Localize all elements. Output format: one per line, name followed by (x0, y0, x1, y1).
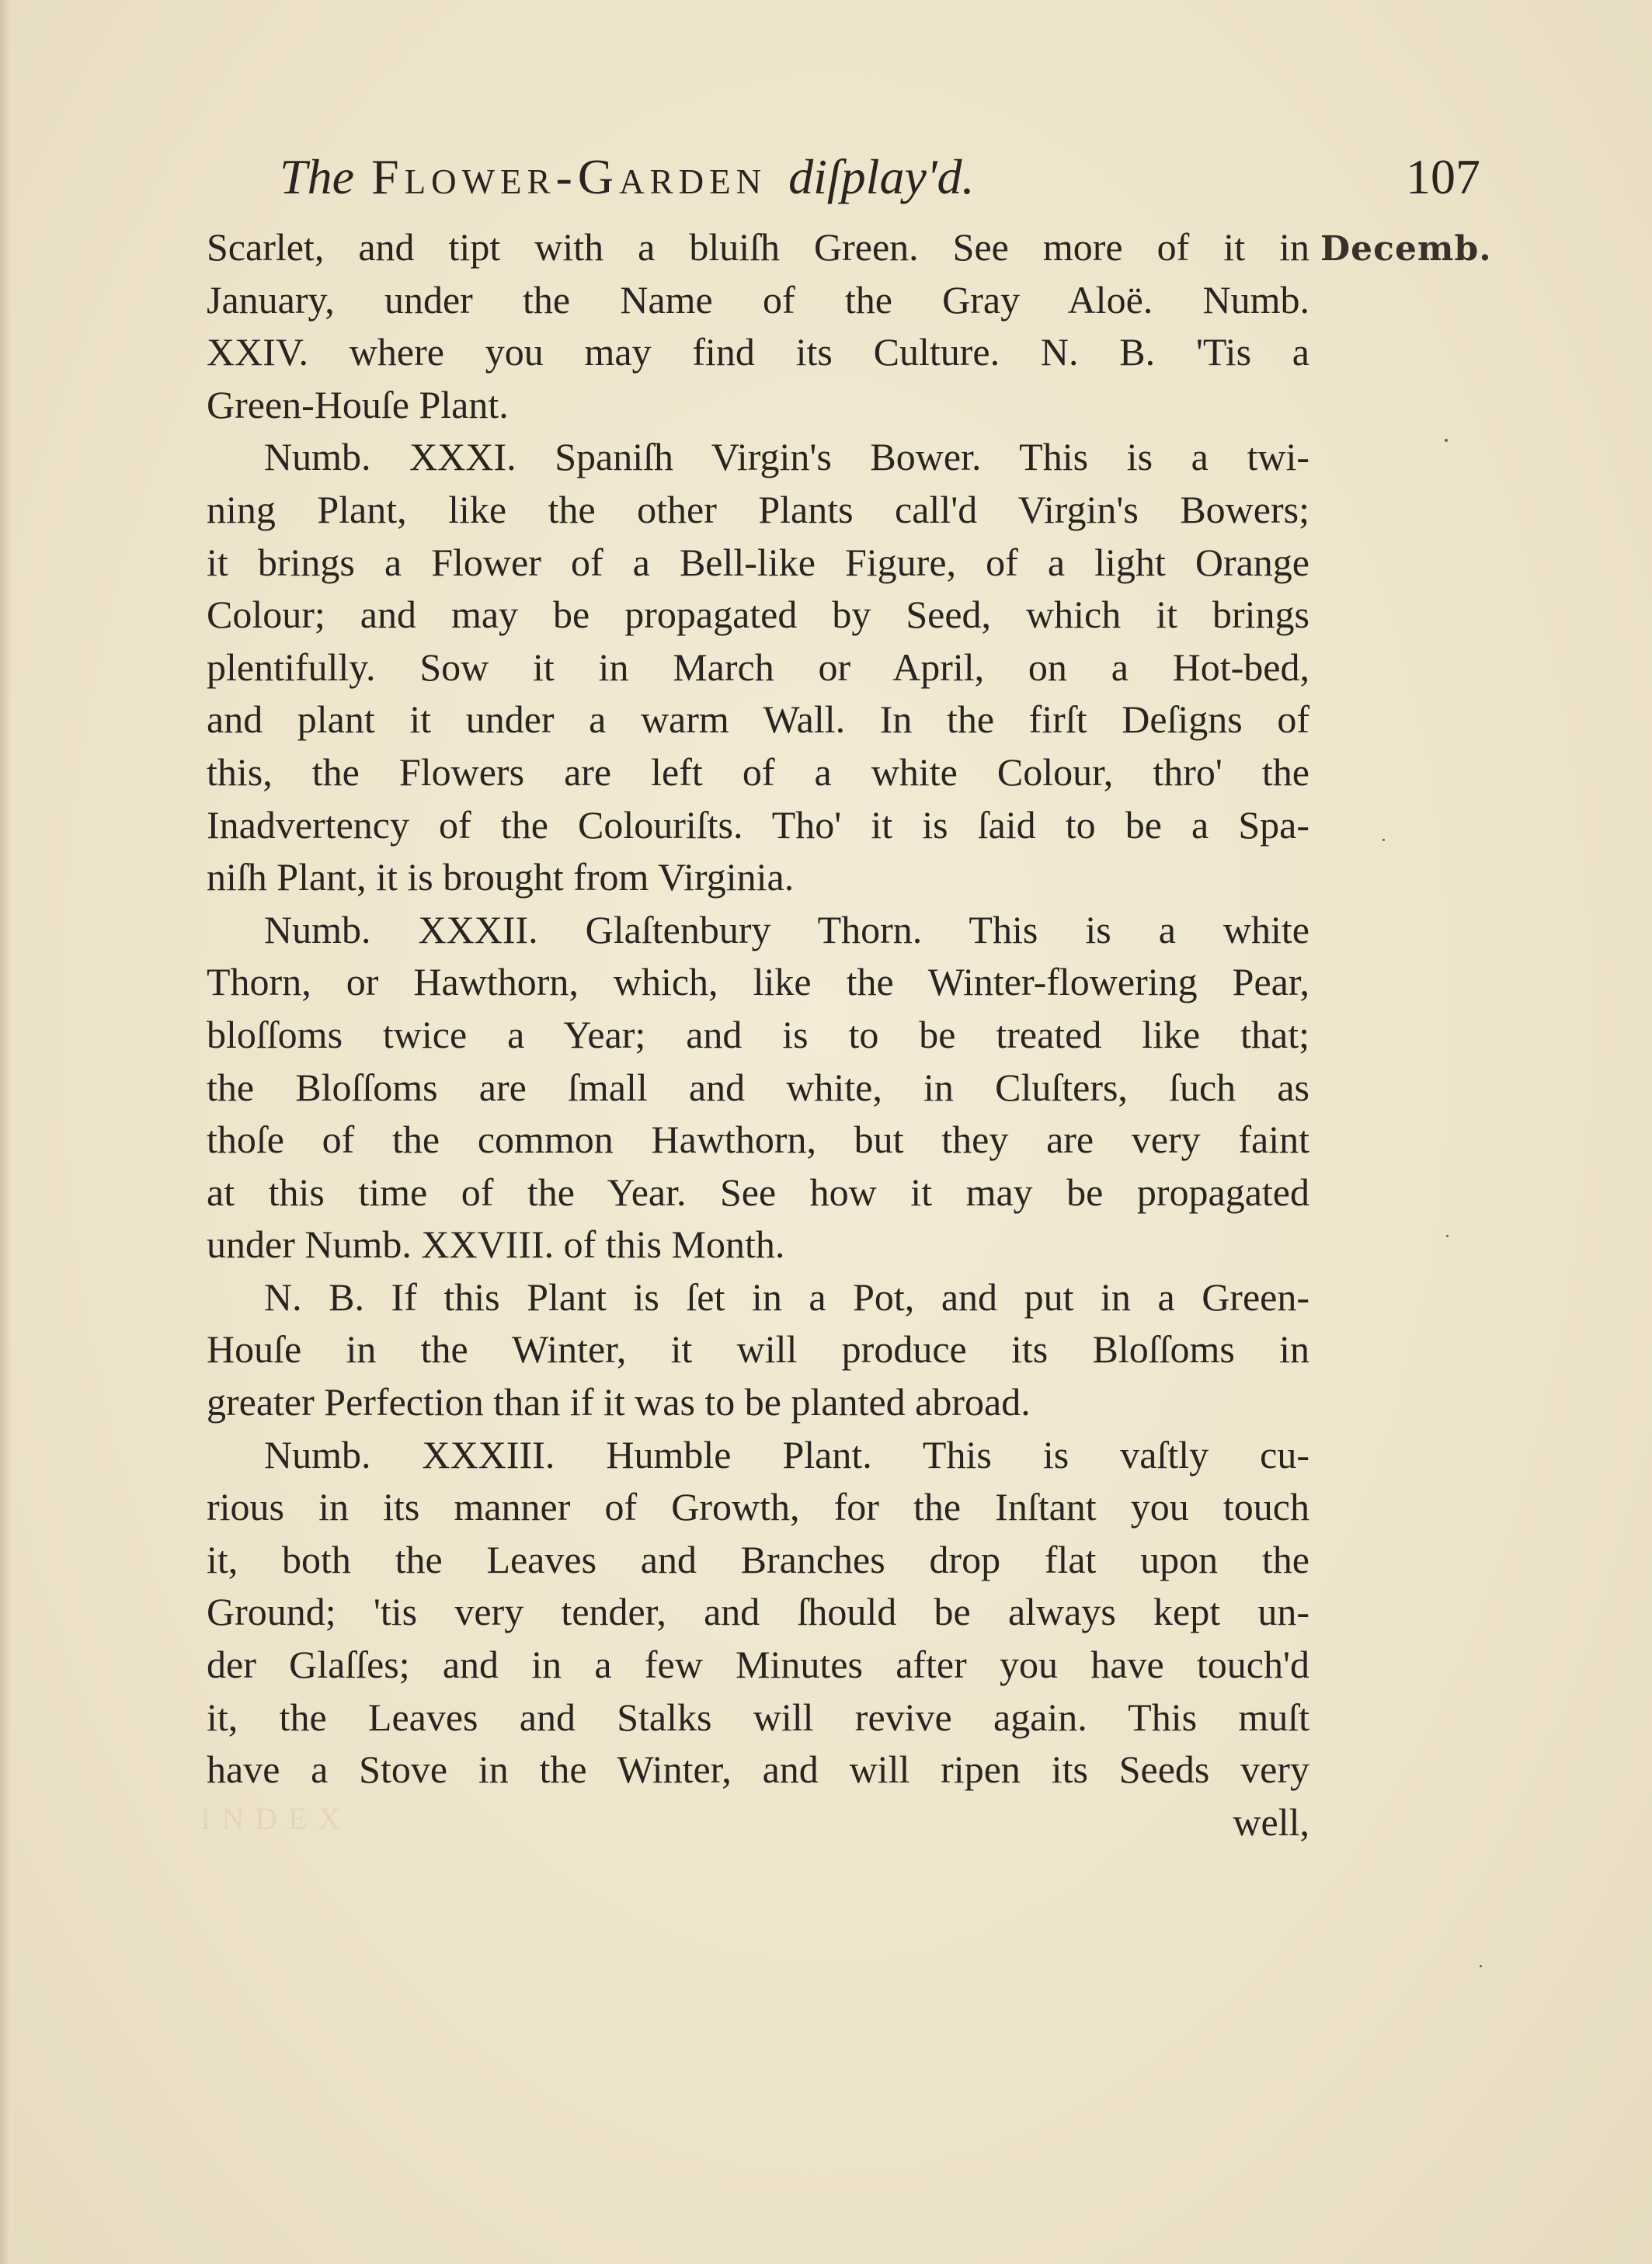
bleed-through-text: INDEX (200, 1801, 352, 1836)
paper-speck (1480, 1965, 1482, 1967)
text-line: Inadvertency of the Colouriſts. Tho' it is ſaid to be a Spa- (207, 802, 1309, 847)
text-line: Scarlet, and tipt with a bluiſh Green. See more of it in (207, 225, 1309, 269)
page-gutter-shadow (0, 0, 11, 2264)
running-head (280, 138, 1476, 216)
body-text (207, 221, 1309, 1848)
text-line: Green-Houſe Plant. (207, 382, 509, 426)
paper-speck (1382, 839, 1385, 841)
text-line: der Glaſſes; and in a few Minutes after you have touch'd (207, 1643, 1309, 1687)
text-line: N. B. If this Plant is ſet in a Pot, and put in a Green- (264, 1275, 1309, 1319)
running-head-flower-garden: Flower-Garden (371, 149, 767, 204)
text-line: Numb. XXXII. Glaſtenbury Thorn. This is a white (264, 907, 1309, 951)
text-line: niſh Plant, it is brought from Virginia. (207, 855, 795, 899)
margin-month-note: Decemb. (1320, 229, 1492, 269)
text-line: it brings a Flower of a Bell-like Figure, of a light Orange (207, 540, 1309, 584)
text-line: under Numb. XXVIII. of this Month. (207, 1222, 785, 1267)
text-line: thoſe of the common Hawthorn, but they are very faint (207, 1118, 1309, 1162)
text-line: at this time of the Year. See how it may be propagated (207, 1170, 1309, 1214)
text-line: Numb. XXXI. Spaniſh Virgin's Bower. This is a twi- (264, 435, 1309, 479)
text-line: Houſe in the Winter, it will produce its Bloſſoms in (207, 1327, 1309, 1372)
text-line: ning Plant, like the other Plants call'd Virgin's Bowers; (207, 487, 1309, 531)
page-number: 107 (1406, 149, 1480, 204)
paper-speck (1446, 1235, 1449, 1237)
paper-speck (1445, 439, 1448, 442)
text-line: have a Stove in the Winter, and will ripen its Seeds very (207, 1748, 1309, 1792)
text-line: well, (1233, 1800, 1309, 1844)
text-line: XXIV. where you may find its Culture. N. B. 'Tis a (207, 330, 1309, 374)
text-line: Numb. XXXIII. Humble Plant. This is vaſtly cu- (264, 1432, 1309, 1476)
text-line: this, the Flowers are left of a white Colour, thro' the (207, 749, 1309, 794)
text-line: Ground; 'tis very tender, and ſhould be always kept un- (207, 1590, 1309, 1634)
text-line: rious in its manner of Growth, for the Inſtant you touch (207, 1485, 1309, 1529)
text-line: it, the Leaves and Stalks will revive again. This muſt (207, 1695, 1309, 1739)
text-line: bloſſoms twice a Year; and is to be treated like that; (207, 1012, 1309, 1056)
running-head-the: The (280, 149, 354, 204)
text-line: Thorn, or Hawthorn, which, like the Winter-flowering Pear, (207, 960, 1309, 1004)
text-line: January, under the Name of the Gray Aloë. Numb. (207, 277, 1309, 322)
running-head-displayd: diſplay'd. (788, 149, 975, 204)
text-line: Colour; and may be propagated by Seed, which it brings (207, 593, 1309, 637)
text-line: the Bloſſoms are ſmall and white, in Cluſters, ſuch as (207, 1065, 1309, 1109)
text-line: greater Perfection than if it was to be planted abroad. (207, 1380, 1031, 1424)
text-line: and plant it under a warm Wall. In the firſt Deſigns of (207, 697, 1309, 742)
text-line: it, both the Leaves and Branches drop flat upon the (207, 1537, 1309, 1581)
text-line: plentifully. Sow it in March or April, on a Hot-bed, (207, 645, 1309, 689)
